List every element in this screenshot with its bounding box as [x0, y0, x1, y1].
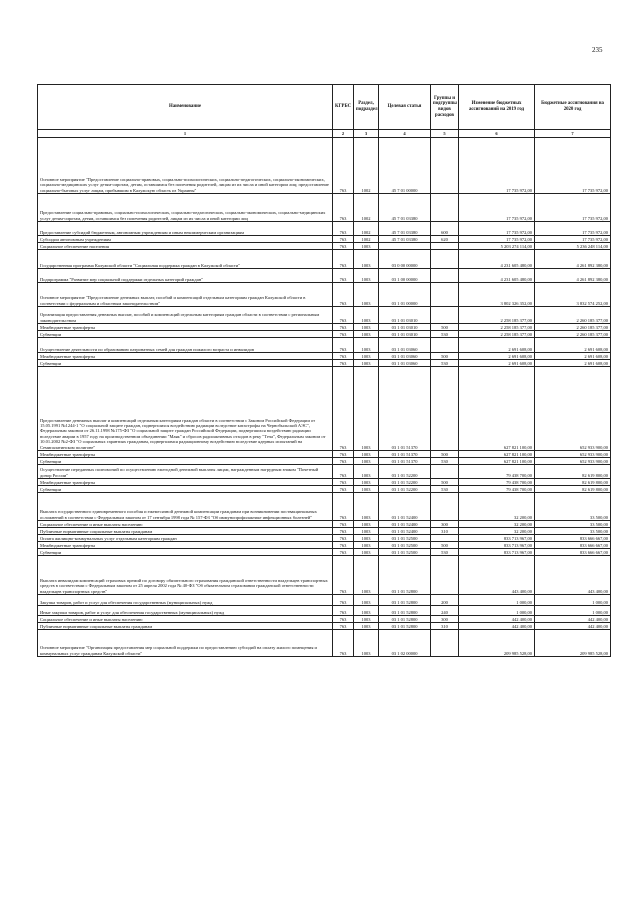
row-name: Межбюджетные трансферты: [38, 353, 333, 360]
header-name: Наименование: [38, 85, 333, 130]
row-expense-type: 600: [431, 222, 459, 236]
row-allocation-2020: 17 735 972,00: [535, 138, 611, 194]
table-row: [38, 465, 611, 479]
table-row: [38, 606, 611, 616]
row-change-2019: 443 400,00: [459, 556, 535, 595]
row-section: 1003: [354, 243, 379, 250]
table-row: [38, 360, 611, 367]
row-expense-type: 310: [431, 623, 459, 630]
page-number: 235: [592, 46, 603, 54]
row-change-2019: 833 713 967,00: [459, 535, 535, 542]
row-section: 1003: [354, 623, 379, 630]
row-section: 1003: [354, 465, 379, 479]
row-kgrbs: 763: [333, 451, 354, 458]
row-change-2019: 17 735 972,00: [459, 194, 535, 222]
row-allocation-2020: 33 500,00: [535, 493, 611, 521]
row-section: 1002: [354, 222, 379, 236]
row-expense-type: 530: [431, 486, 459, 493]
row-kgrbs: 763: [333, 324, 354, 331]
row-allocation-2020: 2 691 608,00: [535, 353, 611, 360]
row-name: Организация предоставления денежных выплат, пособий и компенсаций отдельным категориям граждан области в соответствии с региональным законодательством: [38, 307, 333, 324]
row-target-article: 03 1 01 51370: [379, 367, 431, 451]
table-row: [38, 138, 611, 194]
row-target-article: [379, 243, 431, 250]
header-change-2019: Изменение бюджетных ассигнований на 2019 год: [459, 85, 535, 130]
row-change-2019: 627 821 100,00: [459, 367, 535, 451]
row-expense-type: 500: [431, 353, 459, 360]
header-section: Раздел, подраздел: [354, 85, 379, 130]
row-section: 1003: [354, 606, 379, 616]
row-kgrbs: 763: [333, 283, 354, 307]
row-target-article: 03 1 01 52200: [379, 465, 431, 479]
row-name: Социальное обеспечение населения: [38, 243, 333, 250]
row-name: Предоставление субсидий бюджетным, автономным учреждениям и иным некоммерческим организациям: [38, 222, 333, 236]
row-change-2019: 32 200,00: [459, 493, 535, 521]
row-kgrbs: 763: [333, 595, 354, 606]
row-allocation-2020: 33 500,00: [535, 528, 611, 535]
row-allocation-2020: 2 691 608,00: [535, 338, 611, 353]
row-name: Выплата инвалидам компенсаций страховых премий по договору обязательного страхования гражданской ответственности владельцев транспортных средств в соответствии с Федеральным законом от 25 апреля 2002 года № 40-ФЗ "Об обязательном страховании гражданской ответственности владельцев транспортных средств": [38, 556, 333, 595]
table-row: [38, 338, 611, 353]
row-kgrbs: 763: [333, 222, 354, 236]
table-row: [38, 549, 611, 556]
budget-table: [37, 84, 611, 657]
row-change-2019: 4 231 605 480,00: [459, 250, 535, 269]
row-change-2019: 2 258 185 377,00: [459, 331, 535, 338]
row-section: 1003: [354, 630, 379, 657]
row-name: Социальное обеспечение и иные выплаты населению: [38, 616, 333, 623]
row-expense-type: [431, 269, 459, 283]
row-allocation-2020: 82 619 800,00: [535, 479, 611, 486]
row-allocation-2020: 4 261 892 380,00: [535, 269, 611, 283]
row-name: Межбюджетные трансферты: [38, 451, 333, 458]
row-allocation-2020: 82 619 800,00: [535, 486, 611, 493]
table-row: [38, 542, 611, 549]
row-kgrbs: 763: [333, 367, 354, 451]
row-expense-type: [431, 283, 459, 307]
table-row: [38, 458, 611, 465]
row-name: Государственная программа Калужской области "Социальная поддержка граждан в Калужской области": [38, 250, 333, 269]
row-allocation-2020: 82 619 800,00: [535, 465, 611, 479]
row-target-article: 03 1 01 51370: [379, 451, 431, 458]
row-allocation-2020: 1 000,00: [535, 595, 611, 606]
row-target-article: 03 1 01 00000: [379, 283, 431, 307]
row-change-2019: 833 713 967,00: [459, 549, 535, 556]
row-expense-type: 300: [431, 521, 459, 528]
table-row: [38, 556, 611, 595]
row-change-2019: 2 691 608,00: [459, 353, 535, 360]
row-expense-type: [431, 307, 459, 324]
table-row: [38, 535, 611, 542]
row-name: Подпрограмма "Развитие мер социальной поддержки отдельных категорий граждан": [38, 269, 333, 283]
row-change-2019: 4 231 605 480,00: [459, 269, 535, 283]
row-target-article: 03 1 01 52500: [379, 549, 431, 556]
row-allocation-2020: 2 260 185 377,00: [535, 307, 611, 324]
row-allocation-2020: 443 400,00: [535, 556, 611, 595]
row-change-2019: 1 000,00: [459, 595, 535, 606]
table-row: [38, 250, 611, 269]
row-target-article: 45 7 01 00000: [379, 138, 431, 194]
row-section: 1003: [354, 479, 379, 486]
row-kgrbs: 763: [333, 465, 354, 479]
table-row: [38, 451, 611, 458]
row-expense-type: [431, 630, 459, 657]
row-section: 1003: [354, 451, 379, 458]
row-kgrbs: 763: [333, 353, 354, 360]
row-section: 1003: [354, 528, 379, 535]
row-name: Выплата государственного единовременного пособия и ежемесячной денежной компенсации гражданам при возникновении поствакцинальных осложнений в соответствии с Федеральным законом от 17 сентября 1998 года № 157-ФЗ "Об иммунопрофилактике инфекционных болезней": [38, 493, 333, 521]
row-target-article: 45 7 01 03380: [379, 236, 431, 243]
row-target-article: 03 1 01 52800: [379, 606, 431, 616]
row-target-article: 03 1 01 03010: [379, 307, 431, 324]
row-kgrbs: 763: [333, 194, 354, 222]
table-row: [38, 243, 611, 250]
row-target-article: 45 7 01 03380: [379, 194, 431, 222]
row-kgrbs: 763: [333, 338, 354, 353]
row-change-2019: 3 802 326 352,00: [459, 283, 535, 307]
table-row: [38, 595, 611, 606]
row-expense-type: 300: [431, 616, 459, 623]
row-kgrbs: 763: [333, 623, 354, 630]
row-section: 1003: [354, 595, 379, 606]
row-change-2019: 17 735 972,00: [459, 138, 535, 194]
row-target-article: 03 1 01 03060: [379, 338, 431, 353]
row-section: 1003: [354, 521, 379, 528]
row-kgrbs: 763: [333, 250, 354, 269]
row-kgrbs: 763: [333, 549, 354, 556]
row-expense-type: 500: [431, 451, 459, 458]
table-row: [38, 623, 611, 630]
row-expense-type: [431, 138, 459, 194]
row-target-article: 03 1 01 52500: [379, 542, 431, 549]
row-allocation-2020: 2 691 608,00: [535, 360, 611, 367]
row-target-article: 03 1 01 52400: [379, 521, 431, 528]
row-expense-type: [431, 194, 459, 222]
row-kgrbs: 763: [333, 331, 354, 338]
row-name: Осуществление переданных полномочий по осуществлению ежегодной денежной выплаты лицам, награжденным нагрудным знаком "Почетный донор России": [38, 465, 333, 479]
row-kgrbs: 763: [333, 458, 354, 465]
header-expense-type: Группы и подгруппы видов расходов: [431, 85, 459, 130]
row-name: Субвенции: [38, 360, 333, 367]
row-target-article: 03 1 01 51370: [379, 458, 431, 465]
row-target-article: 03 1 01 52800: [379, 623, 431, 630]
row-kgrbs: 763: [333, 556, 354, 595]
row-kgrbs: 763: [333, 138, 354, 194]
row-expense-type: 200: [431, 595, 459, 606]
header-kgrbs: КГРБС: [333, 85, 354, 130]
row-expense-type: [431, 367, 459, 451]
row-kgrbs: 763: [333, 269, 354, 283]
row-name: Основное мероприятие "Предоставление социально-правовых, социально-психологических, социально-педагогических, социально-экономических, социально-медицинских услуг детям-сиротам, детям, оставшимся без попечения родителей, лицам из их числа и иной категории лиц; предоставление социально-бытовых услуг лицам, прибывшим в Калужскую область из Украины": [38, 138, 333, 194]
table-row: [38, 479, 611, 486]
row-change-2019: 2 691 608,00: [459, 360, 535, 367]
row-change-2019: 79 438 700,00: [459, 465, 535, 479]
row-expense-type: 310: [431, 528, 459, 535]
row-name: Осуществление деятельности по образованию патронатных семей для граждан пожилого возраста и инвалидов: [38, 338, 333, 353]
row-name: Предоставление денежных выплат и компенсаций отдельным категориям граждан области в соответствии с Законом Российской Федерации от 15.05.1991 №1244-1 "О социальной защите граждан, подвергшихся воздействию радиации вследствие катастрофы на Чернобыльской АЭС", Федеральным законом от 26.11.1998 №175-ФЗ "О социальной защите граждан Российской Федерации, подвергшихся воздействию радиации вследствие аварии в 1957 году на производственном объединении "Маяк" и сбросов радиоактивных отходов в реку "Теча", Федеральным законом от 10.01.2002 №2-ФЗ "О социальных гарантиях гражданам, подвергшимся радиационному воздействию вследствие ядерных испытаний на Семипалатинском полигоне": [38, 367, 333, 451]
row-change-2019: 17 735 972,00: [459, 236, 535, 243]
row-target-article: 03 1 01 52200: [379, 479, 431, 486]
row-allocation-2020: 17 735 972,00: [535, 236, 611, 243]
row-section: 1003: [354, 307, 379, 324]
row-target-article: 03 1 01 52400: [379, 493, 431, 521]
row-kgrbs: 763: [333, 542, 354, 549]
row-allocation-2020: 2 260 185 377,00: [535, 331, 611, 338]
row-section: 1003: [354, 338, 379, 353]
row-section: 1003: [354, 458, 379, 465]
row-section: 1003: [354, 360, 379, 367]
column-number-row: [38, 130, 611, 138]
row-target-article: 03 1 01 52500: [379, 535, 431, 542]
row-kgrbs: 763: [333, 486, 354, 493]
row-kgrbs: 763: [333, 479, 354, 486]
row-section: 1003: [354, 486, 379, 493]
row-section: 1003: [354, 535, 379, 542]
row-change-2019: 32 200,00: [459, 521, 535, 528]
row-allocation-2020: 652 933 900,00: [535, 458, 611, 465]
row-allocation-2020: 3 832 574 252,00: [535, 283, 611, 307]
row-name: Межбюджетные трансферты: [38, 324, 333, 331]
row-kgrbs: 763: [333, 616, 354, 623]
row-kgrbs: 763: [333, 236, 354, 243]
row-kgrbs: 763: [333, 360, 354, 367]
header-allocation-2020: Бюджетные ассигнования на 2020 год: [535, 85, 611, 130]
row-section: 1003: [354, 353, 379, 360]
column-number: 4: [379, 130, 431, 138]
row-kgrbs: 763: [333, 243, 354, 250]
row-allocation-2020: 833 666 667,00: [535, 542, 611, 549]
row-kgrbs: 763: [333, 630, 354, 657]
row-section: 1003: [354, 493, 379, 521]
row-change-2019: 2 258 185 377,00: [459, 324, 535, 331]
row-name: Субвенции: [38, 458, 333, 465]
row-change-2019: 79 438 700,00: [459, 486, 535, 493]
table-body: [38, 138, 611, 657]
row-section: 1003: [354, 549, 379, 556]
row-section: 1002: [354, 236, 379, 243]
row-expense-type: [431, 243, 459, 250]
header-target-article: Целевая статья: [379, 85, 431, 130]
row-section: 1003: [354, 616, 379, 623]
column-number: 2: [333, 130, 354, 138]
row-expense-type: [431, 465, 459, 479]
row-allocation-2020: 17 735 972,00: [535, 222, 611, 236]
row-kgrbs: 763: [333, 307, 354, 324]
row-name: Иные закупки товаров, работ и услуг для обеспечения государственных (муниципальных) нужд: [38, 606, 333, 616]
row-target-article: 03 1 01 52200: [379, 486, 431, 493]
table-row: [38, 324, 611, 331]
row-kgrbs: 763: [333, 493, 354, 521]
row-expense-type: 240: [431, 606, 459, 616]
row-section: 1003: [354, 542, 379, 549]
table-row: [38, 283, 611, 307]
row-expense-type: 530: [431, 458, 459, 465]
row-expense-type: [431, 556, 459, 595]
row-change-2019: 833 713 967,00: [459, 542, 535, 549]
row-allocation-2020: 833 666 667,00: [535, 535, 611, 542]
row-expense-type: 530: [431, 549, 459, 556]
row-section: 1003: [354, 250, 379, 269]
row-section: 1002: [354, 138, 379, 194]
row-change-2019: 5 203 274 114,00: [459, 243, 535, 250]
row-change-2019: 627 821 100,00: [459, 451, 535, 458]
row-name: Публичные нормативные социальные выплаты гражданам: [38, 528, 333, 535]
row-name: Публичные нормативные социальные выплаты гражданам: [38, 623, 333, 630]
row-name: Социальное обеспечение и иные выплаты населению: [38, 521, 333, 528]
table-row: [38, 331, 611, 338]
row-allocation-2020: 209 985 528,00: [535, 630, 611, 657]
row-allocation-2020: 442 400,00: [535, 616, 611, 623]
row-allocation-2020: 833 666 667,00: [535, 549, 611, 556]
row-target-article: 03 1 01 52800: [379, 595, 431, 606]
row-name: Закупка товаров, работ и услуг для обеспечения государственных (муниципальных) нужд: [38, 595, 333, 606]
row-kgrbs: 763: [333, 521, 354, 528]
row-section: 1003: [354, 556, 379, 595]
row-name: Основное мероприятие "Предоставление денежных выплат, пособий и компенсаций отдельным категориям граждан Калужской области в соответствии с федеральным и областным законодательством": [38, 283, 333, 307]
row-change-2019: 2 258 185 377,00: [459, 307, 535, 324]
row-target-article: 03 0 00 00000: [379, 250, 431, 269]
row-name: Субвенции: [38, 549, 333, 556]
row-change-2019: 1 000,00: [459, 606, 535, 616]
row-change-2019: 2 691 608,00: [459, 338, 535, 353]
row-name: Межбюджетные трансферты: [38, 479, 333, 486]
row-expense-type: 500: [431, 324, 459, 331]
row-allocation-2020: 5 236 248 114,00: [535, 243, 611, 250]
table-row: [38, 307, 611, 324]
row-name: Предоставление социально-правовых, социально-психологических, социально-педагогических, социально-экономических, социально-медицинских услуг детям-сиротам, детям, оставшимся без попечения родителей, лицам из их числа и иной категории лиц: [38, 194, 333, 222]
column-number: 7: [535, 130, 611, 138]
row-target-article: 03 1 01 52800: [379, 616, 431, 623]
column-number: 5: [431, 130, 459, 138]
row-target-article: 03 1 00 00000: [379, 269, 431, 283]
row-expense-type: 500: [431, 542, 459, 549]
row-allocation-2020: 4 261 892 380,00: [535, 250, 611, 269]
row-expense-type: 620: [431, 236, 459, 243]
row-change-2019: 79 438 700,00: [459, 479, 535, 486]
row-change-2019: 32 200,00: [459, 528, 535, 535]
row-change-2019: 17 735 972,00: [459, 222, 535, 236]
table-row: [38, 486, 611, 493]
row-section: 1002: [354, 194, 379, 222]
row-allocation-2020: 17 735 972,00: [535, 194, 611, 222]
table-row: [38, 493, 611, 521]
row-target-article: 03 1 02 00000: [379, 630, 431, 657]
table-row: [38, 222, 611, 236]
row-allocation-2020: 652 933 900,00: [535, 451, 611, 458]
row-change-2019: 442 400,00: [459, 623, 535, 630]
row-section: 1003: [354, 283, 379, 307]
row-section: 1003: [354, 324, 379, 331]
row-target-article: 03 1 01 52400: [379, 528, 431, 535]
row-allocation-2020: 2 260 185 377,00: [535, 324, 611, 331]
row-allocation-2020: 442 400,00: [535, 623, 611, 630]
row-kgrbs: 763: [333, 535, 354, 542]
column-number: 3: [354, 130, 379, 138]
row-allocation-2020: 652 933 900,00: [535, 367, 611, 451]
table-row: [38, 616, 611, 623]
table-row: [38, 194, 611, 222]
row-name: Межбюджетные трансферты: [38, 542, 333, 549]
row-section: 1003: [354, 269, 379, 283]
row-target-article: 03 1 01 03060: [379, 353, 431, 360]
row-name: Основное мероприятие "Организация предоставления мер социальной поддержки по предоставлению субсидий на оплату жилого помещения и коммунальных услуг гражданам Калужской области": [38, 630, 333, 657]
row-expense-type: 530: [431, 360, 459, 367]
row-target-article: 03 1 01 52800: [379, 556, 431, 595]
row-expense-type: 500: [431, 479, 459, 486]
row-name: Субвенции: [38, 331, 333, 338]
row-expense-type: 530: [431, 331, 459, 338]
row-allocation-2020: 1 000,00: [535, 606, 611, 616]
table-row: [38, 521, 611, 528]
row-kgrbs: 763: [333, 606, 354, 616]
row-name: Субвенции: [38, 486, 333, 493]
column-number: 1: [38, 130, 333, 138]
row-name: Оплата жилищно-коммунальных услуг отдельным категориям граждан: [38, 535, 333, 542]
row-name: Субсидии автономным учреждениям: [38, 236, 333, 243]
row-allocation-2020: 33 500,00: [535, 521, 611, 528]
row-section: 1003: [354, 367, 379, 451]
column-number: 6: [459, 130, 535, 138]
row-target-article: 03 1 01 03060: [379, 360, 431, 367]
row-expense-type: [431, 338, 459, 353]
row-change-2019: 442 400,00: [459, 616, 535, 623]
table-row: [38, 353, 611, 360]
row-expense-type: [431, 250, 459, 269]
table-row: [38, 269, 611, 283]
table-row: [38, 367, 611, 451]
row-target-article: 45 7 01 03380: [379, 222, 431, 236]
header-row: [38, 85, 611, 130]
row-change-2019: 209 985 528,00: [459, 630, 535, 657]
row-kgrbs: 763: [333, 528, 354, 535]
row-target-article: 03 1 01 03010: [379, 324, 431, 331]
row-change-2019: 627 821 100,00: [459, 458, 535, 465]
row-section: 1003: [354, 331, 379, 338]
table-row: [38, 236, 611, 243]
row-target-article: 03 1 01 03010: [379, 331, 431, 338]
table-row: [38, 528, 611, 535]
row-expense-type: [431, 535, 459, 542]
table-row: [38, 630, 611, 657]
row-expense-type: [431, 493, 459, 521]
